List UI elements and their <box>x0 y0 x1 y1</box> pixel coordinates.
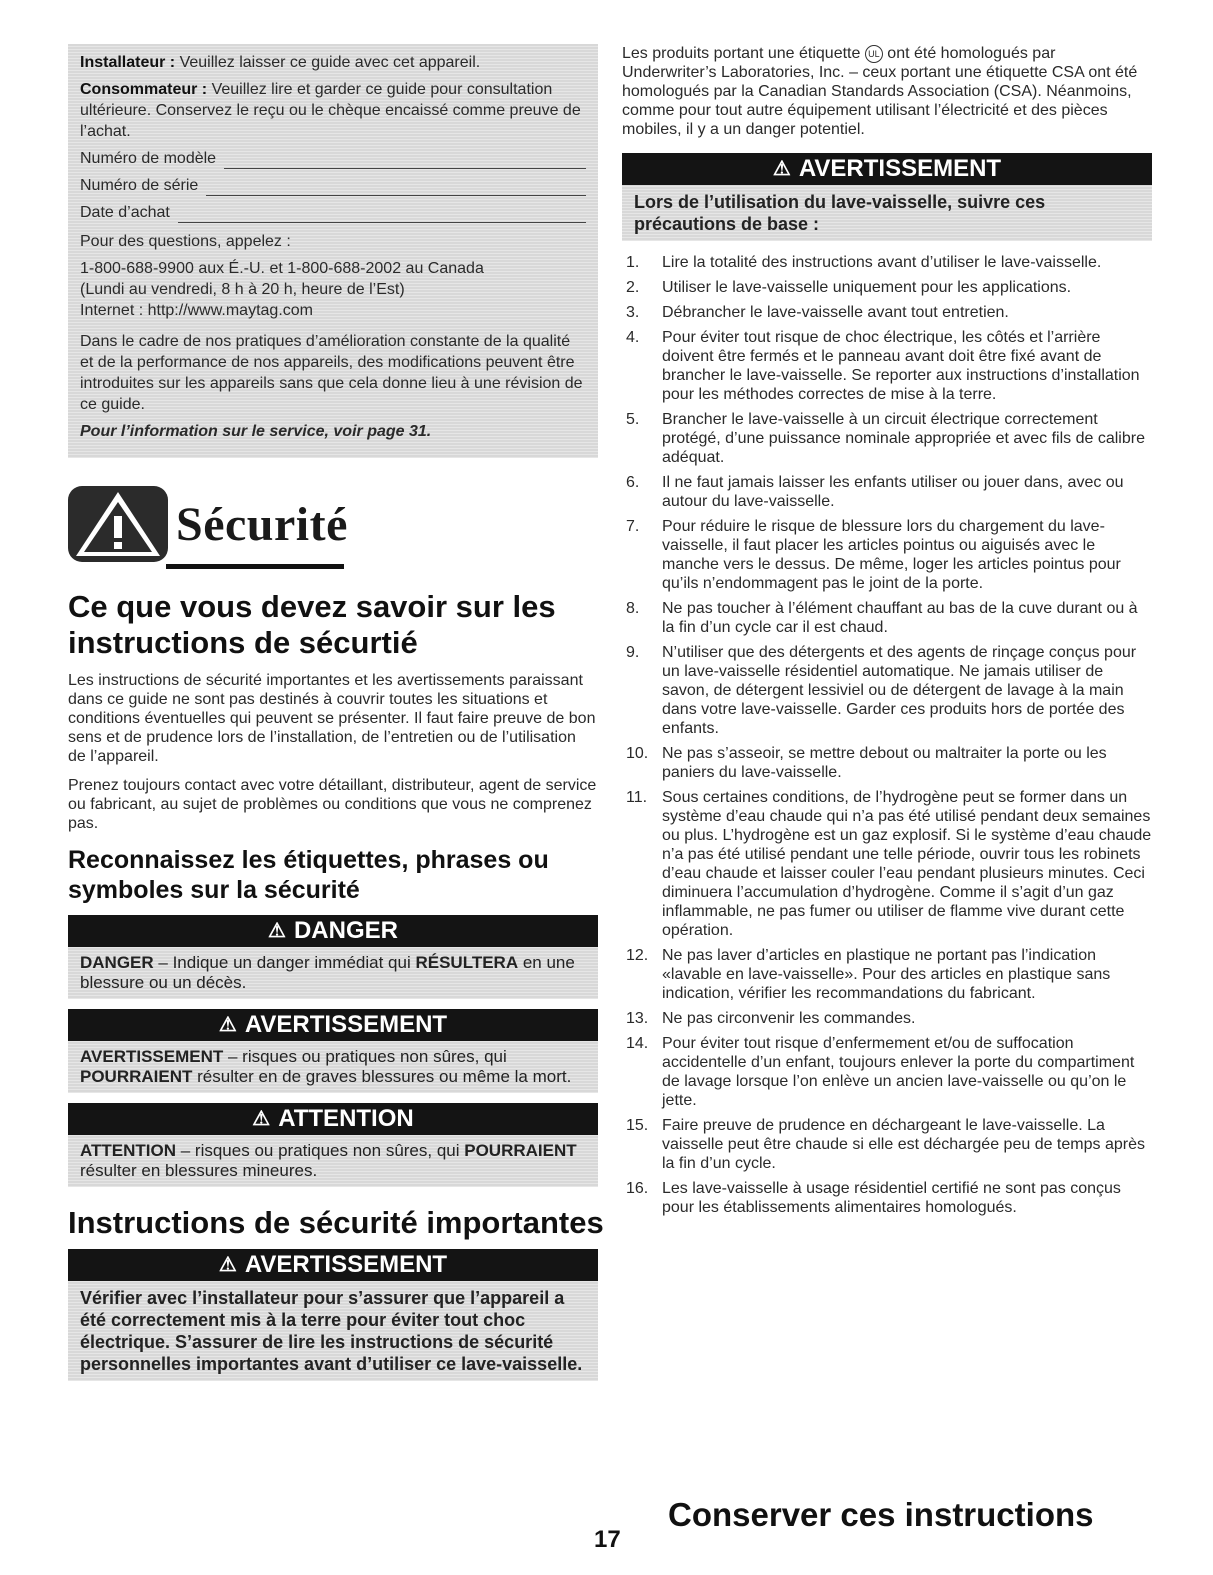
security-header <box>68 486 598 562</box>
ground-warning-bar: ⚠ AVERTISSEMENT <box>68 1249 598 1281</box>
basic-precautions-block <box>622 153 1152 241</box>
list-item: 6. Il ne faut jamais laisser les enfants utiliser ou jouer dans, avec ou autour du lave-vaisselle. <box>626 474 1124 510</box>
warning-body: AVERTISSEMENT – risques ou pratiques non sûres, qui POURRAIENT résulter en de graves blessures ou même la mort. <box>68 1041 598 1093</box>
list-item: 7. Pour réduire le risque de blessure lors du chargement du lave-vaisselle, il faut placer les articles pointus ou aiguisés avec le manche vers le dessus. De même, loger les articles pointus pour qu’ils n’endommagent pas le joint de la porte. <box>626 518 1121 592</box>
internet-line: Internet : http://www.maytag.com <box>80 302 313 319</box>
list-item: 9. N’utiliser que des détergents et des agents de rinçage conçus pour un lave-vaisselle résidentiel automatique. Ne jamais utiliser de savon, de détergent lessiviel ou de détergent de lavage à la main dans votre lave-vaisselle. Garder ces produits hors de portée des enfants. <box>626 644 1137 737</box>
right-column <box>622 44 1152 1223</box>
model-number-field[interactable]: Numéro de modèle <box>80 148 586 169</box>
danger-block <box>68 915 598 999</box>
warning-bar: ⚠ AVERTISSEMENT <box>68 1009 598 1041</box>
improvement-note: Dans le cadre de nos pratiques d’amélioration constante de la qualité et de la performance de nos appareils, des modifications peuvent être introduites sur les appareils sans que cela donne lieu à une révision de ce guide. <box>80 333 583 413</box>
phone-line: 1-800-688-9900 aux É.-U. et 1-800-688-2002 au Canada <box>80 260 484 277</box>
basic-warning-bar: ⚠ AVERTISSEMENT <box>622 153 1152 185</box>
list-item: 16. Les lave-vaisselle à usage résidentiel certifié ne sont pas conçus pour les établissements alimentaires homologués. <box>626 1180 1121 1216</box>
keep-instructions-heading: Conserver ces instructions <box>668 1496 1094 1533</box>
security-rule <box>166 564 344 569</box>
serial-number-field[interactable]: Numéro de série <box>80 175 586 196</box>
list-item: 15. Faire preuve de prudence en déchargeant le lave-vaisselle. La vaisselle peut être chaude si elle est déchargée peu de temps après la fin d’un cycle. <box>626 1117 1145 1172</box>
list-item: 5. Brancher le lave-vaisselle à un circuit électrique correctement protégé, d’une puissance nominale appropriée et avec fils de calibre adéquat. <box>626 411 1145 466</box>
basic-warning-body: Lors de l’utilisation du lave-vaisselle, suivre ces précautions de base : <box>622 185 1152 241</box>
list-item: 10. Ne pas s’asseoir, se mettre debout ou maltraiter la porte ou les paniers du lave-vaisselle. <box>626 745 1107 781</box>
questions-label: Pour des questions, appelez : <box>80 233 291 250</box>
warning-triangle-icon: ⚠ <box>772 158 791 180</box>
certification-paragraph: Les produits portant une étiquette UL ont été homologués par Underwriter’s Laboratories, Inc. – ceux portant une étiquette CSA ont été homologués par la Canadian Standards Association (CSA). Néanmoins, comme pour tout autre équipement utilisant l’électricité et des pièces mobiles, il y a un danger potentiel. <box>622 45 1138 138</box>
installer-note: Installateur : Veuillez laisser ce guide avec cet appareil. <box>80 54 481 71</box>
list-item: 8. Ne pas toucher à l’élément chauffant au bas de la cuve durant ou à la fin d’un cycle car il est chaud. <box>626 600 1138 636</box>
warning-person-icon <box>68 486 168 562</box>
heading-recognize-labels: Reconnaissez les étiquettes, phrases ou symboles sur la sécurité <box>68 846 549 904</box>
intro-paragraph-2: Prenez toujours contact avec votre détaillant, distributeur, agent de service ou fabricant, au sujet de problèmes ou conditions que vous ne comprenez pas. <box>68 777 597 832</box>
purchase-date-field[interactable]: Date d’achat <box>80 202 586 223</box>
list-item: 2. Utiliser le lave-vaisselle uniquement pour les applications. <box>626 279 1072 296</box>
list-item: 12. Ne pas laver d’articles en plastique ne portant pas l’indication «lavable en lave-vaisselle». Pour des articles en plastique sans indication, vérifier les recommandations du fabricant. <box>626 947 1111 1002</box>
danger-bar: ⚠ DANGER <box>68 915 598 947</box>
danger-body: DANGER – Indique un danger immédiat qui RÉSULTERA en une blessure ou un décès. <box>68 947 598 999</box>
list-item: 11. Sous certaines conditions, de l’hydrogène peut se former dans un système d’eau chaude qui n’a pas été utilisé pendant deux semaines ou plus. L’hydrogène est un gaz explosif. Si le système d’eau chaude n’a pas été utilisé pendant une telle période, ouvrir tous les robinets d’eau chaude et laisser couler l’eau pendant plusieurs minutes. Ceci diminuera l’accumulation d’hydrogène. Comme il s’agit d’un gaz inflammable, ne pas fumer ou utiliser de flamme vive durant cette opération. <box>626 789 1152 939</box>
security-title: Sécurité <box>176 497 348 551</box>
heading-what-to-know: Ce que vous devez savoir sur les instructions de sécurtié <box>68 589 556 660</box>
list-item: 13. Ne pas circonvenir les commandes. <box>626 1010 916 1027</box>
list-item: 14. Pour éviter tout risque d’enfermement et/ou de suffocation accidentelle d’un enfant, toujours enlever la porte du compartiment de lavage lorsque l’on enlève un ancien lave-vaisselle ou qu’on le jette. <box>626 1035 1135 1109</box>
caution-block <box>68 1103 598 1187</box>
list-item: 1. Lire la totalité des instructions avant d’utiliser le lave-vaisselle. <box>626 254 1102 271</box>
ground-warning-block <box>68 1249 598 1381</box>
ground-warning-body: Vérifier avec l’installateur pour s’assurer que l’appareil a été correctement mis à la terre pour éviter tout choc électrique. S’assurer de lire les instructions de sécurité personnelles importantes avant d’utiliser ce lave-vaisselle. <box>68 1281 598 1381</box>
owner-info-box <box>68 44 598 458</box>
consumer-note: Consommateur : Veuillez lire et garder ce guide pour consultation ultérieure. Conservez le reçu ou le chèque encaissé comme preuve de l’achat. <box>80 81 581 140</box>
intro-paragraph-1: Les instructions de sécurité importantes et les avertissements paraissant dans ce guide ne sont pas destinés à couvrir toutes les situations et conditions éventuelles qui peuvent se présenter. Il faut faire preuve de bon sens et de prudence lors de l’installation, de l’entretien ou de l’utilisation de l’appareil. <box>68 672 596 765</box>
heading-important-instructions: Instructions de sécurité importantes <box>68 1205 604 1240</box>
caution-bar: ⚠ ATTENTION <box>68 1103 598 1135</box>
safety-steps-list <box>622 253 1152 1217</box>
left-column <box>68 44 604 1391</box>
warning-triangle-icon: ⚠ <box>218 1014 237 1036</box>
warning-triangle-icon: ⚠ <box>218 1254 237 1276</box>
warning-triangle-icon: ⚠ <box>268 920 286 942</box>
hours-line: (Lundi au vendredi, 8 h à 20 h, heure de l’Est) <box>80 281 405 298</box>
list-item: 3. Débrancher le lave-vaisselle avant tout entretien. <box>626 304 1009 321</box>
service-note: Pour l’information sur le service, voir page 31. <box>80 423 432 440</box>
caution-body: ATTENTION – risques ou pratiques non sûres, qui POURRAIENT résulter en blessures mineures. <box>68 1135 598 1187</box>
warning-triangle-icon: ⚠ <box>252 1108 271 1130</box>
list-item: 4. Pour éviter tout risque de choc électrique, les côtés et l’arrière doivent être fermés et le panneau avant doit être fixé avant de brancher le lave-vaisselle. Se reporter aux instructions d’installation pour les méthodes correctes de mise à la terre. <box>626 329 1140 403</box>
ul-listed-icon: UL <box>865 45 883 63</box>
warning-block <box>68 1009 598 1093</box>
page-number: 17 <box>594 1526 621 1553</box>
